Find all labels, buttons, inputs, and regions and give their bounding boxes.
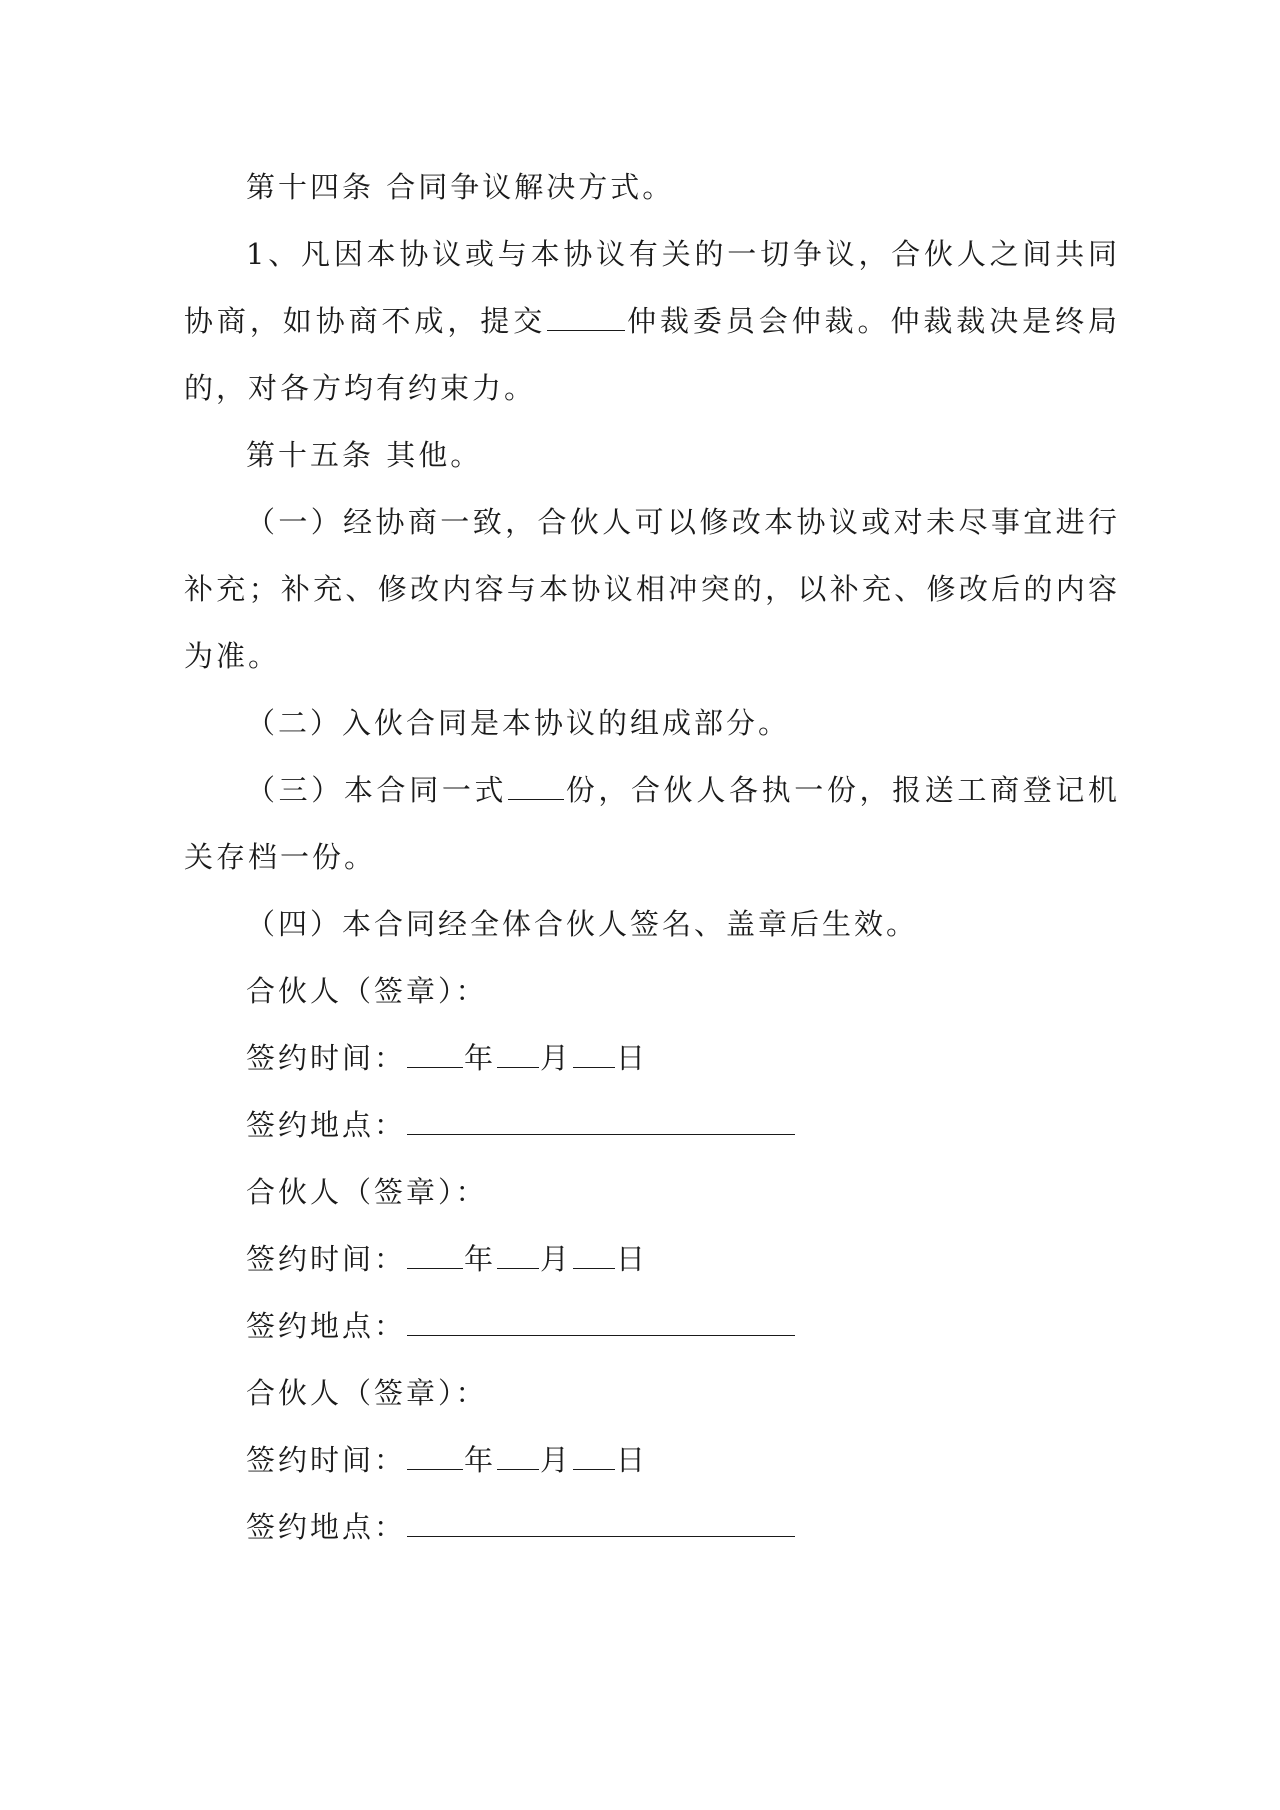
signing-time-line xyxy=(184,1226,1120,1293)
signing-place-label: 签约地点： xyxy=(246,1108,407,1142)
item-3-text-part1: （三）本合同一式 xyxy=(246,773,508,807)
month-blank xyxy=(497,1242,539,1269)
signing-time-label: 签约时间： xyxy=(246,1242,407,1276)
place-blank xyxy=(407,1309,795,1336)
item-3-text-part2: 份，合伙人各执一份，报送工商登记机关存档一份。 xyxy=(184,773,1120,874)
year-label: 年 xyxy=(464,1041,497,1075)
signing-place-line xyxy=(184,1293,1120,1360)
signature-block-1 xyxy=(184,958,1120,1159)
signature-block-3 xyxy=(184,1360,1120,1561)
clause-1-text-part2: 仲裁委员会仲裁。仲裁裁决是终局的，对各方均有约束力。 xyxy=(184,304,1120,405)
article-15-item-4: （四）本合同经全体合伙人签名、盖章后生效。 xyxy=(246,907,919,941)
arbitration-commission-blank xyxy=(547,304,625,331)
year-label: 年 xyxy=(464,1443,497,1477)
day-blank xyxy=(573,1443,615,1470)
day-label: 日 xyxy=(616,1242,649,1276)
year-blank xyxy=(407,1041,463,1068)
place-blank xyxy=(407,1108,795,1135)
month-blank xyxy=(497,1041,539,1068)
clause-1-text-part1: 1、凡因本协议或与本协议有关的一切争议，合伙人之间共同协商，如协商不成，提交 xyxy=(184,237,1120,338)
signing-place-line xyxy=(184,1092,1120,1159)
document-body xyxy=(184,154,1120,1561)
signing-time-label: 签约时间： xyxy=(246,1443,407,1477)
signing-place-label: 签约地点： xyxy=(246,1510,407,1544)
article-15-item-2: （二）入伙合同是本协议的组成部分。 xyxy=(246,706,791,740)
day-label: 日 xyxy=(616,1443,649,1477)
signing-place-line xyxy=(184,1494,1120,1561)
article-14-heading: 第十四条 合同争议解决方式。 xyxy=(246,170,675,204)
partner-seal-label: 合伙人（签章）： xyxy=(246,1175,488,1209)
article-15-heading: 第十五条 其他。 xyxy=(246,438,483,472)
year-blank xyxy=(407,1443,463,1470)
day-label: 日 xyxy=(616,1041,649,1075)
year-label: 年 xyxy=(464,1242,497,1276)
month-label: 月 xyxy=(540,1443,573,1477)
copies-count-blank xyxy=(508,773,564,800)
article-15-item-3 xyxy=(184,757,1120,891)
month-blank xyxy=(497,1443,539,1470)
month-label: 月 xyxy=(540,1041,573,1075)
signing-place-label: 签约地点： xyxy=(246,1309,407,1343)
place-blank xyxy=(407,1510,795,1537)
signing-time-line xyxy=(184,1025,1120,1092)
partner-seal-label: 合伙人（签章）： xyxy=(246,974,488,1008)
signing-time-line xyxy=(184,1427,1120,1494)
article-14-clause-1 xyxy=(184,221,1120,422)
partner-seal-label: 合伙人（签章）： xyxy=(246,1376,488,1410)
day-blank xyxy=(573,1041,615,1068)
day-blank xyxy=(573,1242,615,1269)
year-blank xyxy=(407,1242,463,1269)
month-label: 月 xyxy=(540,1242,573,1276)
signing-time-label: 签约时间： xyxy=(246,1041,407,1075)
signature-block-2 xyxy=(184,1159,1120,1360)
article-15-item-1: （一）经协商一致，合伙人可以修改本协议或对未尽事宜进行补充；补充、修改内容与本协议相冲突的，以补充、修改后的内容为准。 xyxy=(184,505,1120,673)
